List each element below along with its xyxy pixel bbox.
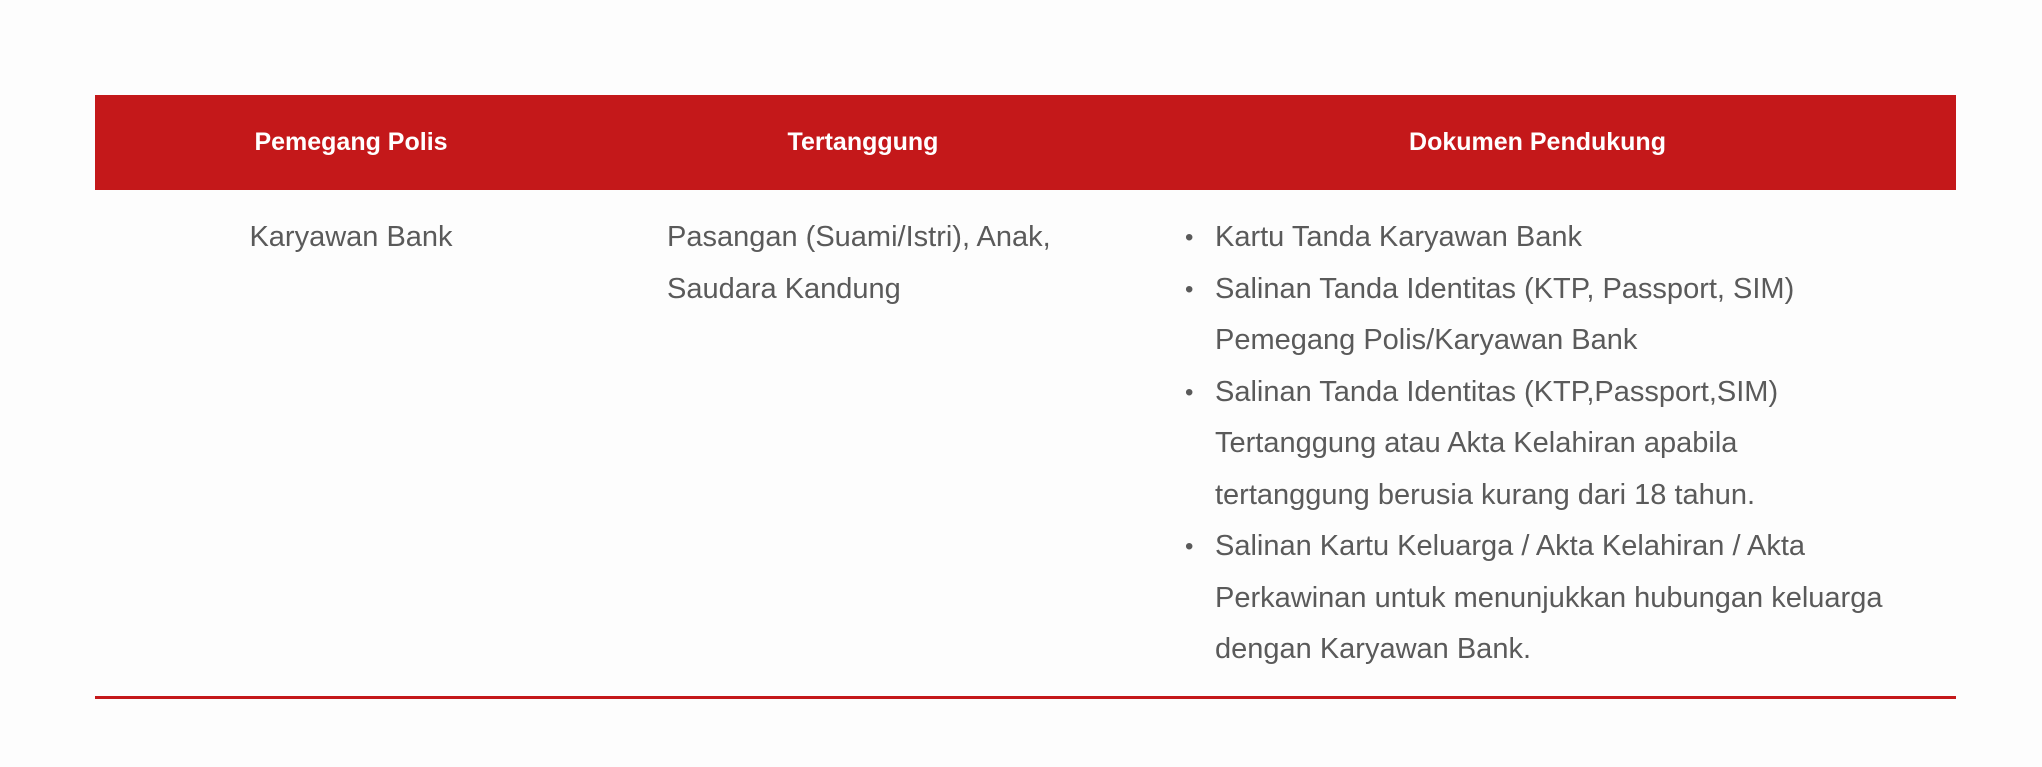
header-dokumen-pendukung: Dokumen Pendukung: [1409, 128, 1666, 156]
bullet-icon: •: [1185, 275, 1194, 303]
list-item-text: Salinan Kartu Keluarga / Akta Kelahiran / Akta Perkawinan untuk menunjukkan hubungan keluarga dengan Karyawan Bank.: [1215, 530, 1883, 665]
list-item: [1185, 264, 1885, 367]
table-row: [95, 190, 1956, 699]
header-pemegang-polis: Pemegang Polis: [254, 128, 448, 156]
list-item-text: Salinan Tanda Identitas (KTP, Passport, SIM) Pemegang Polis/Karyawan Bank: [1215, 272, 1795, 356]
table-header-row: [95, 95, 1956, 190]
list-item-text: Kartu Tanda Karyawan Bank: [1215, 221, 1583, 253]
document-list: [1185, 212, 1885, 676]
list-item-text: Salinan Tanda Identitas (KTP,Passport,SIM) Tertanggung atau Akta Kelahiran apabila tertanggung berusia kurang dari 18 tahun.: [1215, 375, 1779, 511]
bullet-icon: •: [1185, 224, 1194, 251]
list-item: [1185, 212, 1885, 264]
cell-pemegang-polis: Karyawan Bank: [249, 221, 453, 253]
cell-dokumen-pendukung: [1119, 212, 1956, 676]
cell-tertanggung: [607, 212, 1119, 676]
list-item: [1185, 367, 1885, 522]
bullet-icon: •: [1185, 378, 1194, 406]
list-item: [1185, 521, 1885, 676]
header-tertanggung: Tertanggung: [787, 128, 939, 156]
requirements-table: [95, 95, 1956, 699]
bullet-icon: •: [1185, 533, 1194, 560]
tertanggung-text: Pasangan (Suami/Istri), Anak, Saudara Kandung: [667, 221, 1051, 305]
